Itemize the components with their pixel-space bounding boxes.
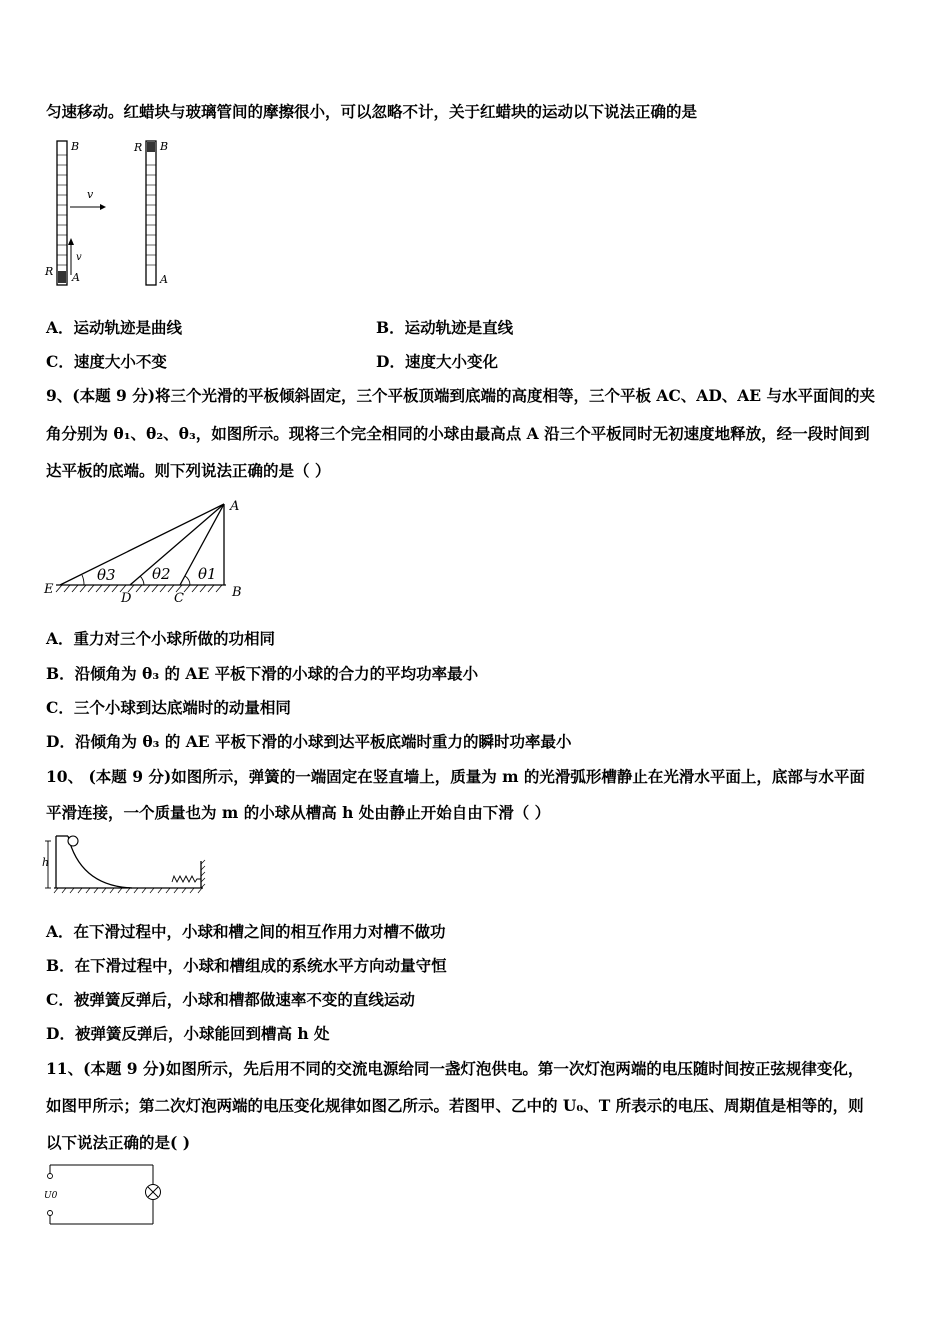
label-theta2: θ2: [152, 565, 171, 583]
label-theta3: θ3: [97, 566, 116, 584]
q9-stem-line-1: 9、(本题 9 分)将三个光滑的平板倾斜固定，三个平板顶端到底端的高度相等，三个平板 AC、AD、AE 与水平面间的夹: [46, 386, 875, 405]
q9-option-c: C．三个小球到达底端时的动量相同: [46, 698, 291, 717]
q8-option-a: A．运动轨迹是曲线: [46, 318, 183, 337]
label-e: E: [44, 582, 54, 597]
tube-right: [146, 141, 156, 285]
q8-option-c: C．速度大小不变: [46, 352, 167, 371]
q11-stem-line-1: 11、(本题 9 分)如图所示，先后用不同的交流电源给同一盏灯泡供电。第一次灯泡两端的电压随时间按正弦规律变化，: [46, 1059, 864, 1078]
q9-option-a: A．重力对三个小球所做的功相同: [46, 629, 276, 648]
tube-figure: [40, 135, 190, 290]
q11-stem-line-2: 如图甲所示；第二次灯泡两端的电压变化规律如图乙所示。若图甲、乙中的 U₀、T 所表示的电压、周期值是相等的，则: [46, 1096, 864, 1115]
label-v-horizontal: v: [87, 188, 94, 201]
q8-option-d: D．速度大小变化: [376, 352, 498, 371]
label-r-left: R: [45, 265, 54, 278]
q10-option-a: A．在下滑过程中，小球和槽之间的相互作用力对槽不做功: [46, 922, 446, 941]
label-r-right: R: [134, 141, 143, 154]
label-b-right: B: [160, 140, 169, 153]
curved-slot-figure: [40, 828, 210, 896]
spring-icon: [172, 876, 201, 882]
tube-left: [57, 141, 67, 285]
q9-stem-line-3: 达平板的底端。则下列说法正确的是（ ）: [46, 461, 331, 480]
label-u0: U0: [44, 1191, 58, 1201]
q10-stem-line-1: 10、 (本题 9 分)如图所示，弹簧的一端固定在竖直墙上，质量为 m 的光滑弧形槽静止在光滑水平面上，底部与水平面: [46, 767, 865, 786]
q9-option-b: B．沿倾角为 θ₃ 的 AE 平板下滑的小球的合力的平均功率最小: [46, 664, 479, 683]
q10-option-c: C．被弹簧反弹后，小球和槽都做速率不变的直线运动: [46, 990, 415, 1009]
arrow-right-icon: [70, 204, 106, 210]
label-h: h: [42, 856, 50, 869]
label-v-vertical: v: [76, 252, 82, 263]
circuit-figure: [40, 1160, 170, 1230]
label-a: A: [230, 499, 240, 514]
label-b-left: B: [71, 140, 80, 153]
terminal-bottom: [48, 1211, 53, 1216]
inclined-planes-figure: [40, 492, 255, 607]
arrow-up-icon: [68, 238, 74, 275]
label-d: D: [121, 591, 132, 606]
label-a-right: A: [160, 273, 168, 286]
label-b: B: [232, 585, 242, 600]
q10-option-b: B．在下滑过程中，小球和槽组成的系统水平方向动量守恒: [46, 956, 447, 975]
ground-hatching: [56, 585, 222, 592]
ground-hatching: [54, 888, 202, 893]
q9-stem-line-2: 角分别为 θ₁、θ₂、θ₃，如图所示。现将三个完全相同的小球由最高点 A 沿三个平板同时无初速度地释放，经一段时间到: [46, 424, 870, 443]
q8-option-b: B．运动轨迹是直线: [376, 318, 514, 337]
q10-stem-line-2: 平滑连接，一个质量也为 m 的小球从槽高 h 处由静止开始自由下滑（ ）: [46, 803, 551, 822]
label-theta1: θ1: [198, 565, 217, 583]
label-a-left: A: [72, 271, 80, 284]
intro-text: 匀速移动。红蜡块与玻璃管间的摩擦很小，可以忽略不计，关于红蜡块的运动以下说法正确的是: [46, 102, 698, 121]
circuit-wires: [50, 1165, 153, 1224]
terminal-top: [48, 1174, 53, 1179]
ball: [68, 836, 78, 846]
q11-stem-line-3: 以下说法正确的是( ): [46, 1133, 191, 1152]
q9-option-d: D．沿倾角为 θ₃ 的 AE 平板下滑的小球到达平板底端时重力的瞬时功率最小: [46, 732, 572, 751]
lamp-icon: [146, 1185, 161, 1200]
q10-option-d: D．被弹簧反弹后，小球能回到槽高 h 处: [46, 1024, 330, 1043]
curved-slot: [56, 836, 132, 888]
label-c: C: [174, 591, 184, 606]
